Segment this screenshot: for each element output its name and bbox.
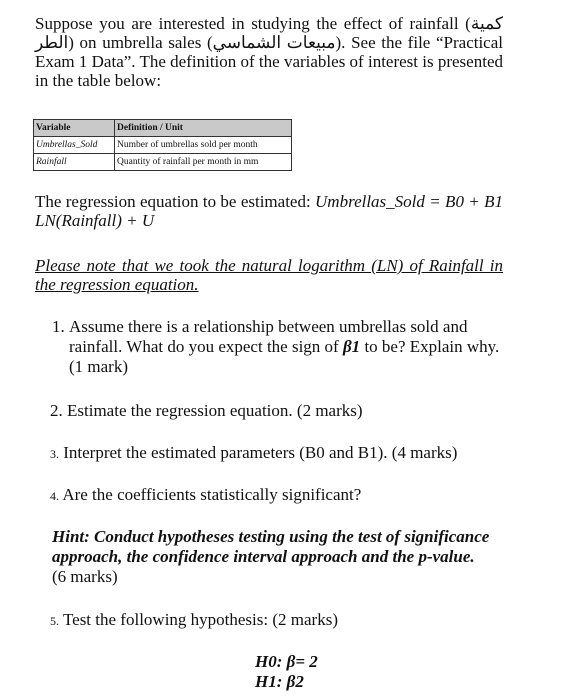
- table-header-row: [34, 120, 292, 137]
- equation-lead: The regression equation to be estimated:: [35, 192, 316, 211]
- question-number: 2.: [50, 401, 63, 420]
- table-header-variable: Variable: [34, 120, 115, 137]
- question-1-text: Assume there is a relationship between umbrellas sold and rainfall. What do you expect the sign of: [69, 317, 468, 356]
- intro-text-3: ). See the file “Practical Exam 1 Data”. The definition of the variables of interest is presented in the table below:: [35, 33, 503, 90]
- alternative-hypothesis: H1: β2: [255, 672, 304, 691]
- hint-marks: (6 marks): [52, 567, 118, 586]
- question-1: [52, 317, 504, 377]
- equation-formula: Umbrellas_Sold = B0 + B1 LN(Rainfall) + U: [35, 192, 503, 230]
- arabic-umbrella-sales: مبيعات الشماسي: [212, 33, 336, 52]
- question-5-text: Test the following hypothesis: (2 marks): [62, 610, 338, 629]
- table-row: [34, 137, 292, 154]
- note-text: Please note that we took the natural logarithm (LN) of Rainfall in the regression equation.: [35, 256, 503, 294]
- question-number: 1.: [52, 317, 65, 336]
- question-3-text: Interpret the estimated parameters (B0 and B1). (4 marks): [63, 443, 458, 462]
- question-2-text: Estimate the regression equation. (2 marks): [67, 401, 363, 420]
- table-cell-definition: Quantity of rainfall per month in mm: [115, 154, 292, 171]
- null-hypothesis: H0: β= 2: [255, 652, 318, 671]
- question-number: 3.: [50, 447, 59, 461]
- intro-paragraph: [35, 14, 503, 90]
- table-row: [34, 154, 292, 171]
- intro-text-2: ) on umbrella sales (: [68, 33, 213, 52]
- intro-text-1: Suppose you are interested in studying the effect of rainfall (: [35, 14, 471, 33]
- table-cell-definition: Number of umbrellas sold per month: [115, 137, 292, 154]
- question-3: [50, 443, 502, 464]
- arabic-rainfall: كمية الطر: [35, 14, 503, 52]
- question-number: 5.: [50, 614, 59, 628]
- question-4-text: Are the coefficients statistically significant?: [62, 485, 362, 504]
- table-cell-variable: Rainfall: [34, 154, 115, 171]
- regression-equation: [35, 192, 503, 230]
- beta-1-symbol: β1: [342, 337, 361, 356]
- hint-paragraph: [52, 527, 492, 587]
- question-number: 4.: [50, 489, 59, 503]
- table-cell-variable: Umbrellas_Sold: [34, 137, 115, 154]
- question-2: [50, 401, 502, 421]
- table-header-definition: Definition / Unit: [115, 120, 292, 137]
- question-5: [50, 610, 502, 631]
- question-4: [50, 485, 502, 506]
- variables-table: [33, 119, 292, 171]
- hint-bold-text: Hint: Conduct hypotheses testing using the test of significance approach, the confidence interval approach and the p-value.: [52, 527, 490, 566]
- question-1-tail: to be? Explain why. (1 mark): [69, 337, 500, 376]
